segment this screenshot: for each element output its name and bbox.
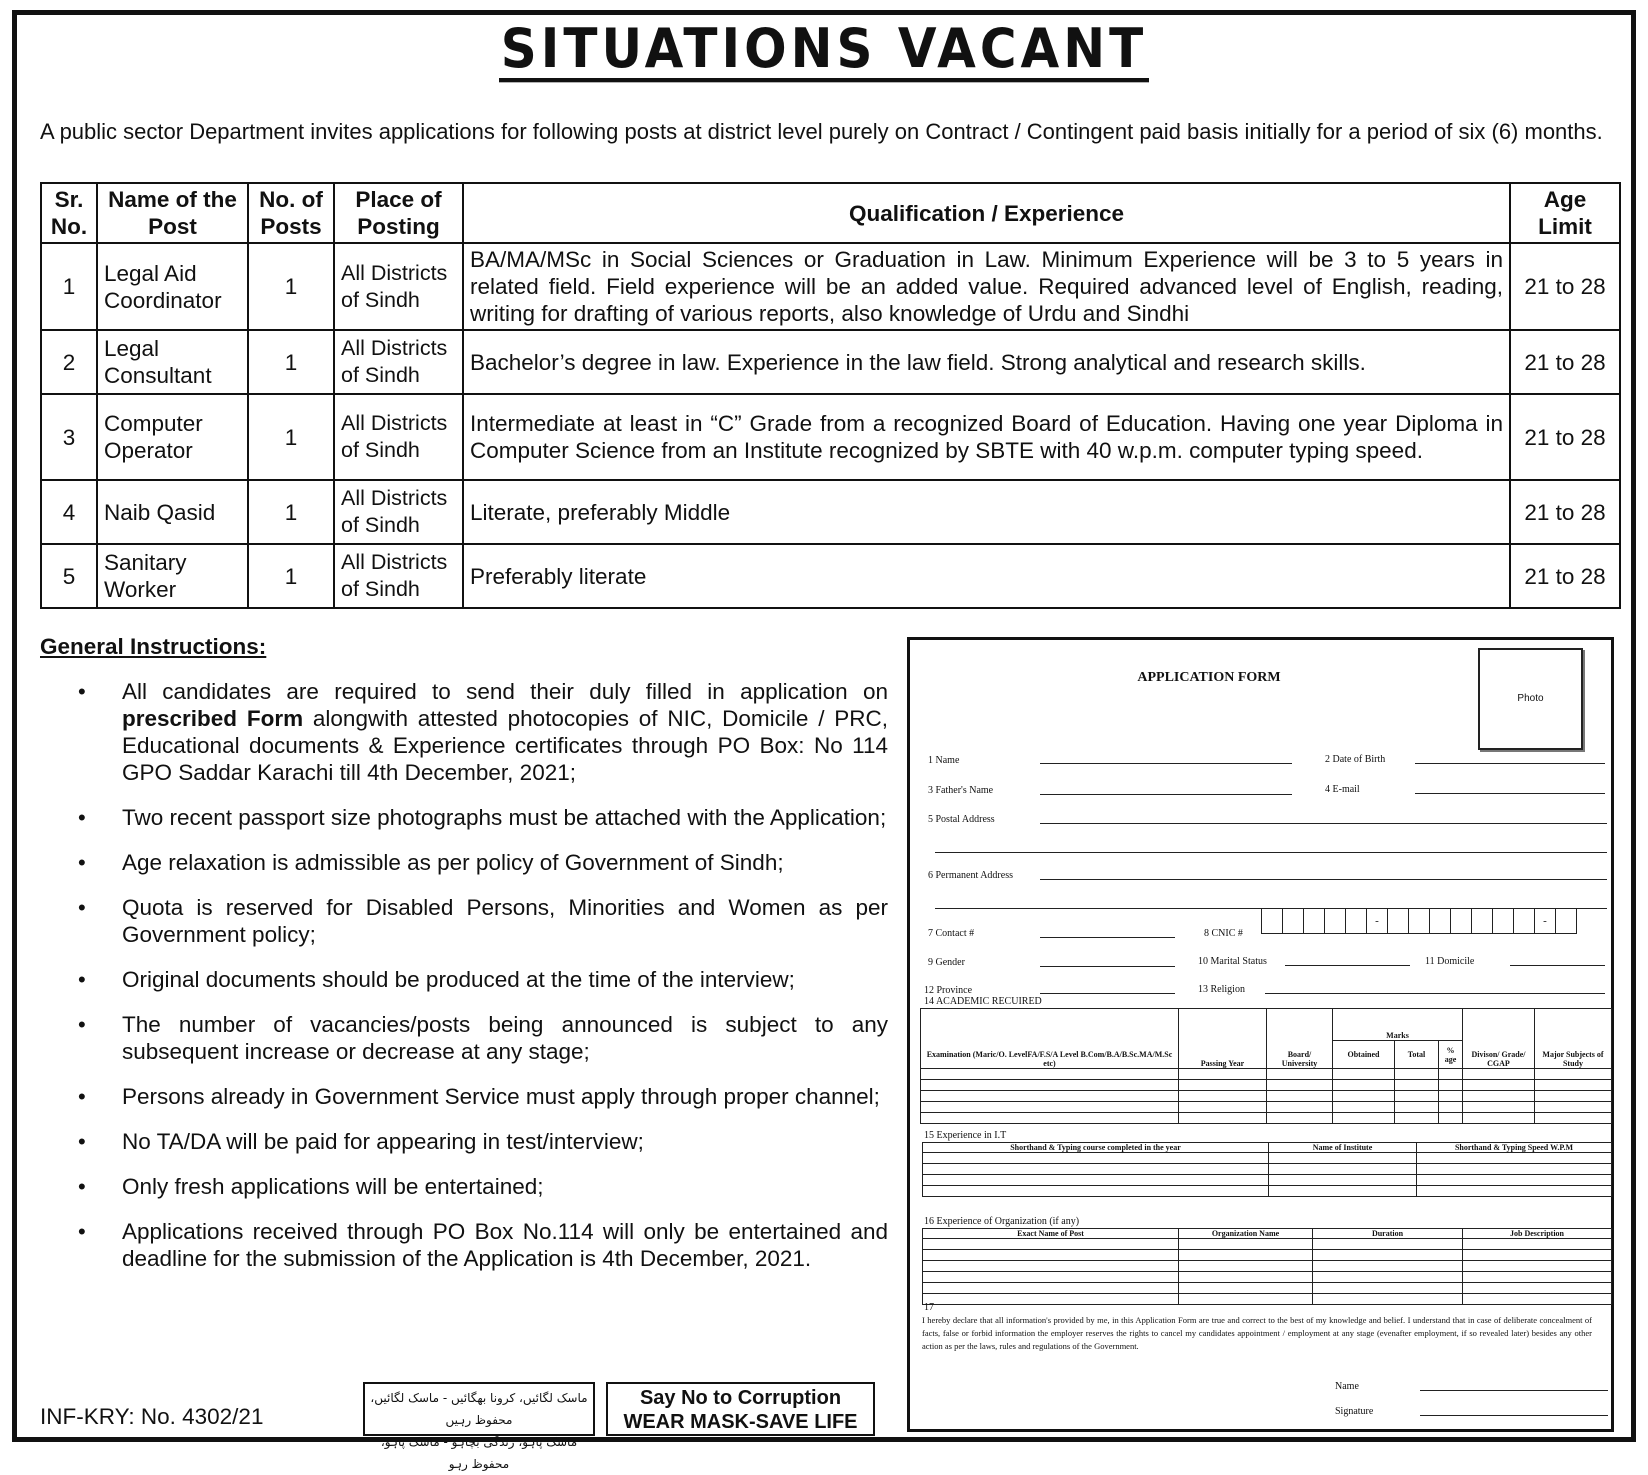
header-posts: No. of Posts xyxy=(248,183,334,243)
cell-posts: 1 xyxy=(248,394,334,480)
label-postal: 5 Postal Address xyxy=(928,814,995,825)
acad-board-header: Board/ University xyxy=(1267,1009,1333,1069)
name-line[interactable] xyxy=(1040,763,1292,764)
form-title: APPLICATION FORM xyxy=(1137,670,1281,685)
it-institute-header: Name of Institute xyxy=(1269,1143,1417,1153)
header-age: Age Limit xyxy=(1510,183,1620,243)
label-domicile: 11 Domicile xyxy=(1425,956,1475,967)
table-row[interactable] xyxy=(923,1175,1612,1186)
table-row[interactable] xyxy=(923,1239,1612,1250)
table-row[interactable] xyxy=(921,1102,1612,1113)
cell-posts: 1 xyxy=(248,544,334,608)
cell-posts: 1 xyxy=(248,480,334,544)
label-exp-org: 16 Experience of Organization (if any) xyxy=(924,1216,1080,1227)
cell-post-name: Computer Operator xyxy=(97,394,248,480)
table-row[interactable] xyxy=(923,1250,1612,1261)
list-item: • Two recent passport size photographs must be attached with the Application; xyxy=(40,804,888,831)
header-name: Name of the Post xyxy=(97,183,248,243)
org-duration-header: Duration xyxy=(1313,1229,1463,1239)
label-academic: 14 ACADEMIC RECUIRED xyxy=(924,996,1042,1007)
signature-line[interactable] xyxy=(1420,1415,1608,1416)
cell-place: All Districts of Sindh xyxy=(334,330,463,394)
postal-line-2[interactable] xyxy=(935,852,1607,853)
page-title: SITUATIONS VACANT xyxy=(0,22,1648,80)
acad-subjects-header: Major Subjects of Study xyxy=(1535,1009,1612,1069)
intro-text: A public sector Department invites applications for following posts at district level purely on Contract / Contingent paid basis initially for a period of six (6) months. xyxy=(40,119,1603,144)
urdu-line: ماسک لگائیں، کرونا بھگائیں - ماسک لگائیں، محفوظ رہیں xyxy=(370,1391,588,1427)
label-17: 17 xyxy=(924,1302,934,1313)
email-line[interactable] xyxy=(1415,793,1605,794)
list-item: • Original documents should be produced at the time of the interview; xyxy=(40,966,888,993)
table-row xyxy=(41,243,1620,330)
cell-qualification: BA/MA/MSc in Social Sciences or Graduation in Law. Minimum Experience will be 3 to 5 years in related field. Field experience will be an added value. Required advanced level of English, reading, writing for drafting of various reports, also knowledge of Urdu and Sindhi xyxy=(463,243,1510,330)
instruction-text: All candidates are required to send their duly filled in application on xyxy=(122,679,888,704)
sig-name-line[interactable] xyxy=(1420,1390,1608,1391)
label-email: 4 E-mail xyxy=(1325,784,1360,795)
photo-box: Photo xyxy=(1478,648,1583,750)
postal-line[interactable] xyxy=(1040,823,1607,824)
label-exp-it: 15 Experience in I.T xyxy=(924,1130,1007,1141)
cell-post-name: Legal Consultant xyxy=(97,330,248,394)
cell-age: 21 to 28 xyxy=(1510,394,1620,480)
header-qualification: Qualification / Experience xyxy=(463,183,1510,243)
cell-qualification: Literate, preferably Middle xyxy=(463,480,1510,544)
instructions-list xyxy=(40,678,888,1272)
cell-place: All Districts of Sindh xyxy=(334,243,463,330)
province-line[interactable] xyxy=(1040,993,1175,994)
cell-place: All Districts of Sindh xyxy=(334,394,463,480)
table-row[interactable] xyxy=(921,1091,1612,1102)
acad-pct-header: % age xyxy=(1439,1041,1463,1069)
cnic-boxes[interactable] xyxy=(1262,908,1577,934)
cell-post-name: Sanitary Worker xyxy=(97,544,248,608)
table-row[interactable] xyxy=(923,1186,1612,1197)
urdu-mask-slogan xyxy=(363,1382,595,1471)
cell-age: 21 to 28 xyxy=(1510,243,1620,330)
label-gender: 9 Gender xyxy=(928,957,965,968)
cell-posts: 1 xyxy=(248,330,334,394)
label-sig-name: Name xyxy=(1335,1381,1359,1392)
label-dob: 2 Date of Birth xyxy=(1325,754,1386,765)
contact-line[interactable] xyxy=(1040,937,1175,938)
gender-line[interactable] xyxy=(1040,966,1175,967)
label-father: 3 Father's Name xyxy=(928,785,994,796)
instruction-text: alongwith attested photocopies of NIC, Domicile / PRC, Educational documents & Experience certificates through PO Box: No 114 GPO Saddar Karachi till 4th December, 2021; xyxy=(122,706,888,785)
cell-qualification: Bachelor’s degree in law. Experience in the law field. Strong analytical and research skills. xyxy=(463,330,1510,394)
cell-qualification: Preferably literate xyxy=(463,544,1510,608)
cell-post-name: Legal Aid Coordinator xyxy=(97,243,248,330)
list-item: • No TA/DA will be paid for appearing in test/interview; xyxy=(40,1128,888,1155)
cell-sr: 4 xyxy=(41,480,97,544)
table-row xyxy=(41,544,1620,608)
table-row[interactable] xyxy=(923,1153,1612,1164)
application-form xyxy=(907,637,1614,1432)
cell-sr: 5 xyxy=(41,544,97,608)
table-row[interactable] xyxy=(923,1283,1612,1294)
label-contact: 7 Contact # xyxy=(928,928,975,939)
father-line[interactable] xyxy=(1040,794,1292,795)
marital-line[interactable] xyxy=(1285,965,1410,966)
cell-place: All Districts of Sindh xyxy=(334,544,463,608)
table-row[interactable] xyxy=(923,1294,1612,1305)
dob-line[interactable] xyxy=(1415,763,1605,764)
cell-sr: 1 xyxy=(41,243,97,330)
cell-place: All Districts of Sindh xyxy=(334,480,463,544)
org-post-header: Exact Name of Post xyxy=(923,1229,1179,1239)
cell-post-name: Naib Qasid xyxy=(97,480,248,544)
declaration-text: I hereby declare that all information's provided by me, in this Application Form are true and correct to the best of my knowledge and belief. I understand that in case of deliberate concealment of facts, false or forbid information the employer reserves the rights to cancel my candidates appointment / employment at any stage (evenafter employment, if so revealed later) besides any other action as per the laws, rules and regulations of the Government. xyxy=(922,1315,1592,1351)
label-cnic: 8 CNIC # xyxy=(1204,928,1243,939)
header-place: Place of Posting xyxy=(334,183,463,243)
table-row[interactable] xyxy=(921,1069,1612,1080)
label-permanent: 6 Permanent Address xyxy=(928,870,1013,881)
cell-age: 21 to 28 xyxy=(1510,330,1620,394)
cnic-dash: - xyxy=(1366,908,1388,934)
org-name-header: Organization Name xyxy=(1179,1229,1313,1239)
acad-exam-header: Examination (Maric/O. LevelFA/F.S/A Level B.Com/B.A/B.Sc.MA/M.Sc etc) xyxy=(921,1009,1179,1069)
cell-sr: 3 xyxy=(41,394,97,480)
inf-number: INF-KRY: No. 4302/21 xyxy=(40,1404,264,1429)
label-marital: 10 Marital Status xyxy=(1198,956,1267,967)
permanent-line[interactable] xyxy=(1040,879,1607,880)
cell-age: 21 to 28 xyxy=(1510,544,1620,608)
vacancies-table xyxy=(40,182,1621,609)
table-row xyxy=(41,330,1620,394)
list-item: • The number of vacancies/posts being announced is subject to any subsequent increase or decrease at any stage; xyxy=(40,1011,888,1065)
acad-year-header: Passing Year xyxy=(1179,1009,1267,1069)
cnic-dash: - xyxy=(1534,908,1556,934)
org-experience-table xyxy=(922,1228,1612,1305)
list-item: • Only fresh applications will be entertained; xyxy=(40,1173,888,1200)
acad-division-header: Divison/ Grade/ CGAP xyxy=(1463,1009,1535,1069)
table-row[interactable] xyxy=(923,1164,1612,1175)
academic-table xyxy=(920,1008,1612,1124)
list-item xyxy=(40,678,888,786)
mask-line: WEAR MASK-SAVE LIFE xyxy=(623,1411,858,1433)
religion-line[interactable] xyxy=(1265,993,1605,994)
domicile-line[interactable] xyxy=(1510,965,1605,966)
acad-obtained-header: Obtained xyxy=(1333,1041,1395,1069)
table-row[interactable] xyxy=(923,1261,1612,1272)
it-experience-table xyxy=(922,1142,1612,1197)
table-row[interactable] xyxy=(923,1272,1612,1283)
table-row[interactable] xyxy=(921,1113,1612,1124)
table-row xyxy=(41,394,1620,480)
table-row xyxy=(41,480,1620,544)
list-item: • Quota is reserved for Disabled Persons, Minorities and Women as per Government policy; xyxy=(40,894,888,948)
table-header-row xyxy=(41,183,1620,243)
header-sr: Sr. No. xyxy=(41,183,97,243)
instructions-title: General Instructions: xyxy=(40,634,267,659)
list-item: • Persons already in Government Service must apply through proper channel; xyxy=(40,1083,888,1110)
it-course-header: Shorthand & Typing course completed in the year xyxy=(923,1143,1269,1153)
it-speed-header: Shorthand & Typing Speed W.P.M xyxy=(1417,1143,1612,1153)
instruction-bold: prescribed Form xyxy=(122,706,304,731)
corruption-slogan xyxy=(606,1382,875,1436)
label-religion: 13 Religion xyxy=(1198,984,1245,995)
table-row[interactable] xyxy=(921,1080,1612,1091)
label-province: 12 Province xyxy=(924,985,973,996)
cell-posts: 1 xyxy=(248,243,334,330)
label-name: 1 Name xyxy=(928,755,960,766)
acad-total-header: Total xyxy=(1395,1041,1439,1069)
list-item: • Age relaxation is admissible as per policy of Government of Sindh; xyxy=(40,849,888,876)
org-job-header: Job Description xyxy=(1463,1229,1612,1239)
urdu-line: ماسک پاہو، زندگی بچاہو - ماسک پاہو، محفوظ رہو xyxy=(380,1435,578,1471)
acad-marks-header: Marks xyxy=(1333,1009,1463,1041)
label-signature: Signature xyxy=(1335,1406,1374,1417)
cell-sr: 2 xyxy=(41,330,97,394)
corruption-line: Say No to Corruption xyxy=(639,1387,842,1409)
cell-qualification: Intermediate at least in “C” Grade from a recognized Board of Education. Having one year Diploma in Computer Science from an Institute recognized by SBTE with 40 w.p.m. computer typing speed. xyxy=(463,394,1510,480)
list-item: • Applications received through PO Box No.114 will only be entertained and deadline for the submission of the Application is 4th December, 2021. xyxy=(40,1218,888,1272)
cell-age: 21 to 28 xyxy=(1510,480,1620,544)
